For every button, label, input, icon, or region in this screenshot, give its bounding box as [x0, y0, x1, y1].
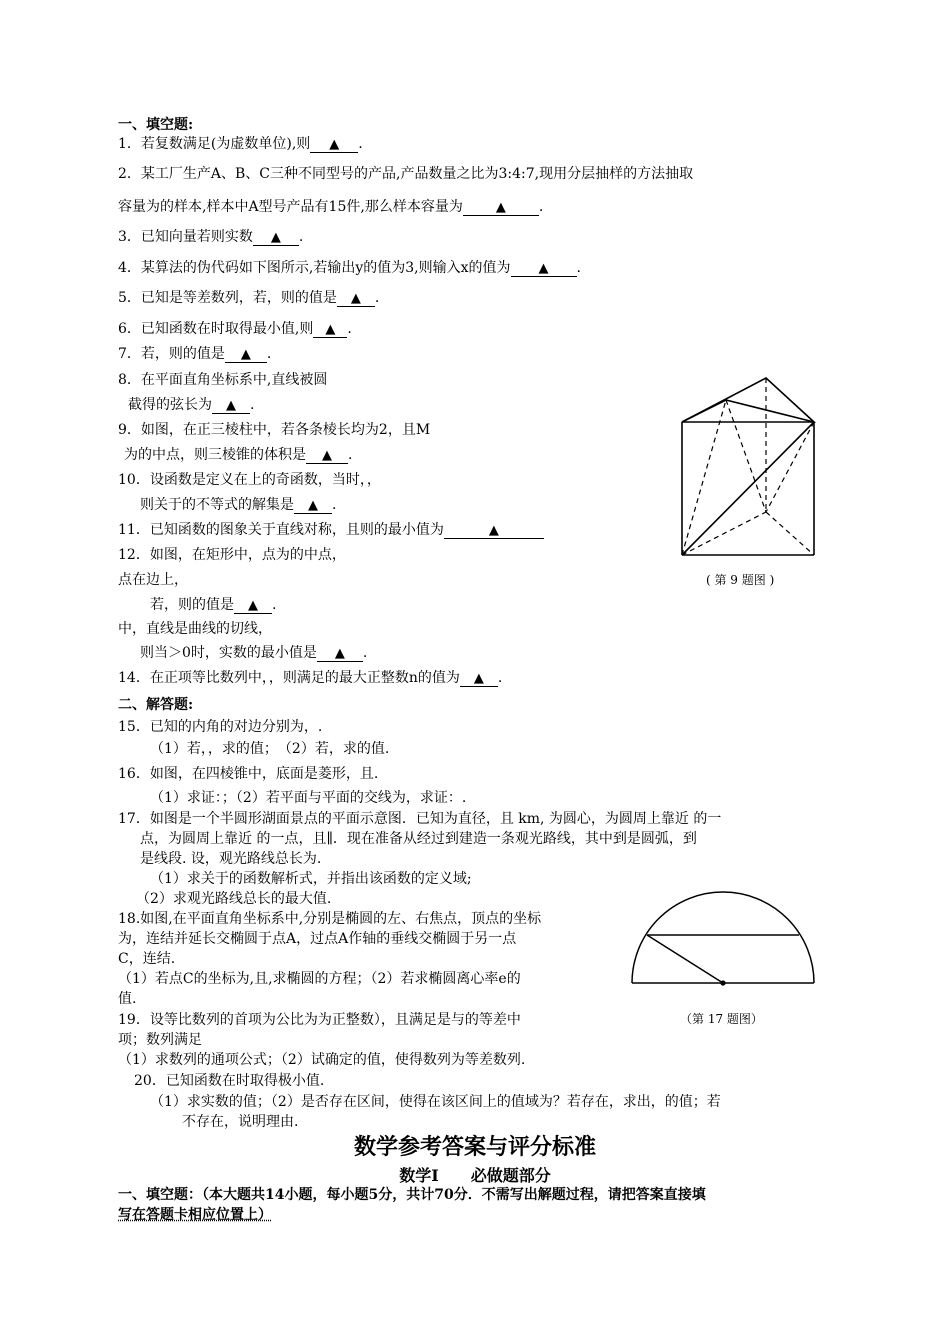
triangle-marker-icon: ▲: [325, 322, 336, 337]
answer-blank: [460, 671, 498, 687]
triangle-marker-icon: ▲: [248, 598, 258, 613]
question-10-line-2: 则关于的不等式的解集是 ▲ .: [140, 497, 337, 513]
problem-20-line-2: （1）求实数的值；（2）是否存在区间，使得在该区间上的值域为？若存在，求出，的值；若: [150, 1094, 721, 1110]
problem-15-line-2: （1）若，，求的值； （2）若，求的值.: [150, 741, 390, 757]
answer-key-instruction-line-2: 写在答题卡相应位置上）: [118, 1207, 272, 1223]
answer-blank: [337, 291, 375, 307]
question-10-line-1: 10．设函数是定义在上的奇函数，当时，，: [118, 472, 381, 488]
figure-17-semicircle-diagram: [630, 878, 820, 988]
triangle-marker-icon: ▲: [322, 448, 332, 463]
triangle-marker-icon: ▲: [308, 498, 318, 513]
question-5: 5．已知是等差数列，若，则的值是 ▲ .: [118, 290, 380, 306]
answer-blank: [253, 230, 299, 246]
problem-17-line-1: 17．如图是一个半圆形湖面景点的平面示意图．已知为直径，且 km, 为圆心，为圆周上靠近 的一: [118, 811, 722, 827]
triangle-marker-icon: ▲: [270, 230, 281, 245]
answer-blank: [444, 523, 544, 539]
answer-key-title: 数学参考答案与评分标准: [353, 1134, 596, 1160]
answer-blank: [310, 137, 358, 153]
problem-18-line-3: C，连结.: [118, 951, 176, 967]
problem-20-line-1: 20．已知函数在时取得极小值.: [134, 1073, 325, 1089]
question-8-line-2: 截得的弦长为 ▲ .: [128, 397, 255, 413]
answer-blank: [313, 322, 347, 338]
triangle-marker-icon: ▲: [350, 291, 361, 306]
question-13-line-1: 中，直线是曲线的切线，: [118, 621, 272, 637]
figure-9-caption: ( 第 9 题图 ): [706, 573, 775, 587]
answer-blank: [234, 598, 272, 614]
question-1: 1．若复数满足(为虚数单位),则 ▲ .: [118, 136, 363, 152]
triangle-marker-icon: ▲: [329, 137, 340, 152]
answer-key-subtitle: 数学Ⅰ 必做题部分: [399, 1166, 551, 1185]
section-solution-heading: 二、解答题:: [118, 697, 194, 713]
question-12-line-2: 点在边上，: [118, 572, 188, 588]
question-12-line-3: 若，则的值是 ▲ .: [150, 597, 277, 613]
question-13-line-2: 则当＞0时，实数的最小值是 ▲ .: [140, 645, 368, 661]
figure-9-prism-diagram: [668, 370, 828, 570]
problem-17-line-4: （1）求关于的函数解析式，并指出该函数的定义域;: [150, 871, 472, 887]
answer-blank: [463, 200, 539, 216]
question-2-line-1: 2．某工厂生产A、B、C三种不同型号的产品,产品数量之比为3:4:7,现用分层抽样的方法抽取: [118, 166, 694, 182]
question-3: 3．已知向量若则实数 ▲ .: [118, 229, 304, 245]
problem-19-line-1: 19．设等比数列的首项为公比为为正整数），且满足是与的等差中: [118, 1012, 521, 1028]
answer-blank: [212, 398, 250, 414]
problem-16-line-1: 16．如图，在四棱锥中，底面是菱形，且.: [118, 766, 379, 782]
triangle-marker-icon: ▲: [473, 671, 484, 686]
triangle-marker-icon: ▲: [334, 646, 345, 661]
question-9-line-2: 为的中点，则三棱锥的体积是 ▲ .: [124, 447, 353, 463]
question-12-line-1: 12．如图，在矩形中，点为的中点，: [118, 547, 346, 563]
answer-blank: [225, 347, 267, 363]
answer-blank: [317, 646, 363, 662]
problem-18-line-5: 值.: [118, 991, 137, 1007]
problem-18-line-1: 18.如图,在平面直角坐标系中,分别是椭圆的左、右焦点，顶点的坐标: [118, 911, 542, 927]
triangle-marker-icon: ▲: [488, 523, 499, 538]
answer-blank: [511, 261, 577, 277]
problem-17-line-2: 点，为圆周上靠近 的一点，且∥．现在准备从经过到建造一条观光路线，其中到是圆弧，到: [140, 831, 697, 847]
question-8-line-1: 8．在平面直角坐标系中,直线被圆: [118, 372, 328, 388]
question-7: 7．若，则的值是 ▲ .: [118, 346, 272, 362]
figure-17-caption: （第 17 题图）: [680, 1012, 763, 1026]
question-6: 6．已知函数在时取得最小值,则 ▲ .: [118, 321, 352, 337]
question-14: 14．在正项等比数列中，，则满足的最大正整数n的值为 ▲ .: [118, 670, 503, 686]
problem-18-line-4: （1）若点C的坐标为,且,求椭圆的方程；（2）若求椭圆离心率e的: [118, 971, 521, 987]
question-9-line-1: 9．如图，在正三棱柱中，若各条棱长均为2，且M: [118, 422, 431, 438]
answer-blank: [306, 448, 348, 464]
question-4: 4．某算法的伪代码如下图所示,若输出y的值为3,则输入x的值为 ▲ .: [118, 260, 581, 276]
problem-20-line-3: 不存在，说明理由.: [182, 1114, 299, 1130]
problem-16-line-2: （1）求证：；（2）若平面与平面的交线为，求证：.: [150, 790, 467, 806]
triangle-marker-icon: ▲: [495, 200, 506, 215]
section-fill-in-heading: 一、填空题:: [118, 117, 194, 133]
problem-18-line-2: 为，连结并延长交椭圆于点A，过点A作轴的垂线交椭圆于另一点: [118, 931, 517, 947]
question-2-line-2: 容量为的样本,样本中A型号产品有15件,那么样本容量为 ▲ .: [118, 199, 544, 215]
answer-blank: [294, 498, 332, 514]
triangle-marker-icon: ▲: [226, 398, 236, 413]
answer-key-instruction-line-1: 一、填空题：（本大题共14小题，每小题5分，共计70分．不需写出解题过程，请把答案直接填: [118, 1187, 706, 1203]
problem-17-line-3: 是线段. 设，观光路线总长为.: [140, 851, 322, 867]
question-11: 11．已知函数的图象关于直线对称，且则的最小值为 ▲: [118, 521, 544, 539]
triangle-marker-icon: ▲: [240, 347, 251, 362]
problem-17-line-5: （2）求观光路线总长的最大值.: [136, 891, 332, 907]
question-text: 1．若复数满足(为虚数单位),则: [118, 136, 311, 152]
problem-19-line-3: （1）求数列的通项公式；（2）试确定的值，使得数列为等差数列.: [118, 1052, 526, 1068]
problem-15-line-1: 15．已知的内角的对边分别为，.: [118, 719, 323, 735]
problem-19-line-2: 项；数列满足: [118, 1032, 202, 1048]
triangle-marker-icon: ▲: [538, 261, 549, 276]
